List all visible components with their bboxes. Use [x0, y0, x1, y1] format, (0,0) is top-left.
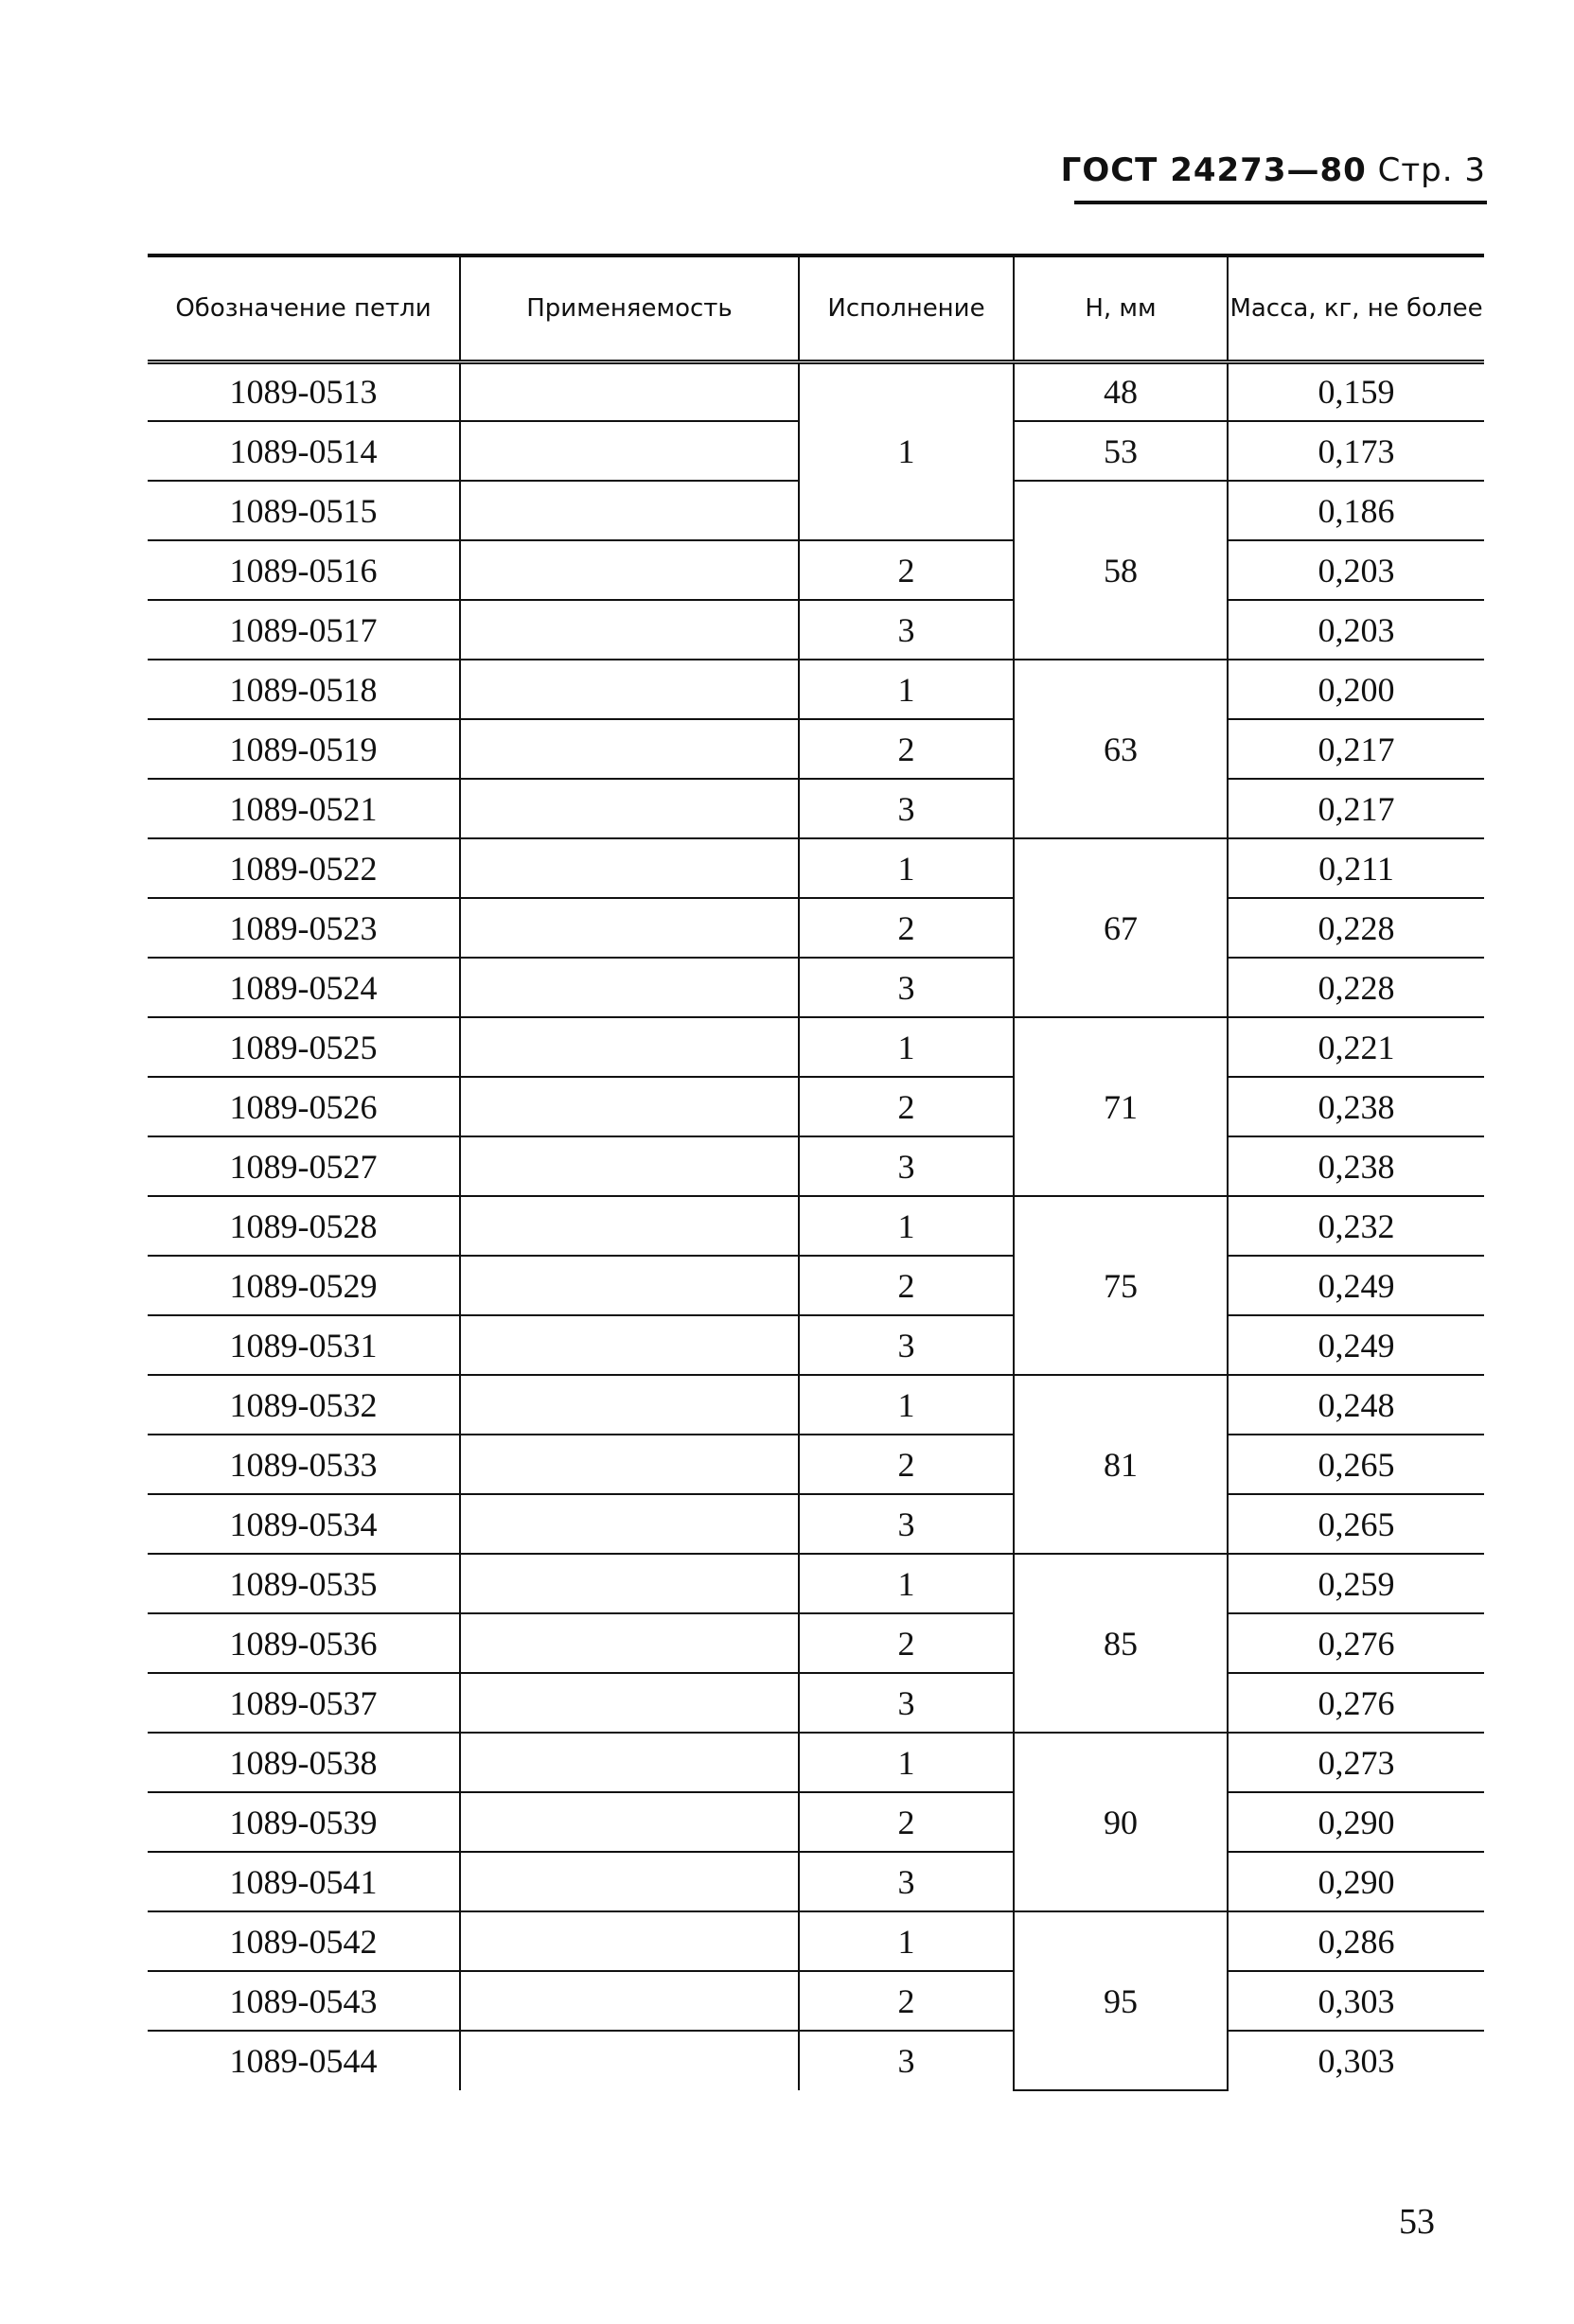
cell-h: 67	[1014, 838, 1228, 1017]
cell-designation: 1089-0513	[148, 361, 460, 421]
cell-h: 48	[1014, 361, 1228, 421]
cell-mass: 0,290	[1228, 1852, 1484, 1911]
cell-applicability	[460, 1375, 799, 1435]
cell-designation: 1089-0516	[148, 540, 460, 600]
cell-version: 1	[799, 1554, 1014, 1613]
page-header	[1061, 151, 1486, 189]
cell-version: 3	[799, 1852, 1014, 1911]
cell-applicability	[460, 421, 799, 481]
table-body	[148, 361, 1484, 2090]
cell-mass: 0,303	[1228, 1971, 1484, 2031]
cell-applicability	[460, 1792, 799, 1852]
cell-version: 2	[799, 1613, 1014, 1673]
cell-version: 2	[799, 1256, 1014, 1315]
cell-applicability	[460, 1852, 799, 1911]
standard-code: ГОСТ 24273—80	[1060, 151, 1367, 189]
cell-applicability	[460, 361, 799, 421]
cell-mass: 0,249	[1228, 1315, 1484, 1375]
cell-applicability	[460, 1077, 799, 1136]
cell-designation: 1089-0524	[148, 958, 460, 1017]
col-h: H, мм	[1014, 255, 1228, 361]
cell-mass: 0,217	[1228, 779, 1484, 838]
cell-mass: 0,211	[1228, 838, 1484, 898]
cell-version: 3	[799, 958, 1014, 1017]
table-row	[148, 1256, 1484, 1315]
cell-mass: 0,303	[1228, 2031, 1484, 2090]
col-mass: Масса, кг, не более	[1228, 255, 1484, 361]
cell-designation: 1089-0538	[148, 1733, 460, 1792]
cell-designation: 1089-0536	[148, 1613, 460, 1673]
cell-applicability	[460, 1554, 799, 1613]
table-row	[148, 1792, 1484, 1852]
table-row	[148, 540, 1484, 600]
cell-mass: 0,276	[1228, 1613, 1484, 1673]
cell-version: 3	[799, 1315, 1014, 1375]
cell-mass: 0,249	[1228, 1256, 1484, 1315]
table-row	[148, 1852, 1484, 1911]
cell-mass: 0,248	[1228, 1375, 1484, 1435]
cell-version: 2	[799, 898, 1014, 958]
table-row	[148, 779, 1484, 838]
table-header-row	[148, 255, 1484, 361]
cell-mass: 0,217	[1228, 719, 1484, 779]
table-row	[148, 361, 1484, 421]
cell-mass: 0,228	[1228, 898, 1484, 958]
cell-designation: 1089-0515	[148, 481, 460, 540]
cell-designation: 1089-0527	[148, 1136, 460, 1196]
cell-applicability	[460, 1017, 799, 1077]
cell-version: 2	[799, 1435, 1014, 1494]
cell-applicability	[460, 1971, 799, 2031]
cell-designation: 1089-0542	[148, 1911, 460, 1971]
cell-designation: 1089-0535	[148, 1554, 460, 1613]
col-version: Исполнение	[799, 255, 1014, 361]
cell-mass: 0,203	[1228, 600, 1484, 660]
cell-designation: 1089-0523	[148, 898, 460, 958]
header-rule	[1074, 201, 1487, 204]
cell-version: 1	[799, 361, 1014, 540]
cell-version: 2	[799, 540, 1014, 600]
cell-designation: 1089-0532	[148, 1375, 460, 1435]
cell-h: 81	[1014, 1375, 1228, 1554]
cell-applicability	[460, 600, 799, 660]
table-row	[148, 600, 1484, 660]
cell-applicability	[460, 1613, 799, 1673]
cell-h: 58	[1014, 481, 1228, 660]
cell-designation: 1089-0519	[148, 719, 460, 779]
cell-mass: 0,238	[1228, 1136, 1484, 1196]
cell-designation: 1089-0522	[148, 838, 460, 898]
cell-designation: 1089-0514	[148, 421, 460, 481]
cell-h: 53	[1014, 421, 1228, 481]
table-row	[148, 898, 1484, 958]
cell-version: 1	[799, 1911, 1014, 1971]
cell-applicability	[460, 1315, 799, 1375]
cell-designation: 1089-0543	[148, 1971, 460, 2031]
cell-mass: 0,290	[1228, 1792, 1484, 1852]
cell-mass: 0,173	[1228, 421, 1484, 481]
table-row	[148, 1136, 1484, 1196]
cell-applicability	[460, 898, 799, 958]
cell-designation: 1089-0518	[148, 660, 460, 719]
table-row	[148, 1375, 1484, 1435]
cell-version: 3	[799, 1673, 1014, 1733]
col-designation: Обозначение петли	[148, 255, 460, 361]
cell-version: 2	[799, 1971, 1014, 2031]
cell-applicability	[460, 1733, 799, 1792]
cell-version: 3	[799, 1136, 1014, 1196]
cell-version: 1	[799, 1375, 1014, 1435]
cell-mass: 0,159	[1228, 361, 1484, 421]
cell-designation: 1089-0529	[148, 1256, 460, 1315]
cell-designation: 1089-0517	[148, 600, 460, 660]
cell-applicability	[460, 958, 799, 1017]
cell-h: 95	[1014, 1911, 1228, 2090]
cell-applicability	[460, 2031, 799, 2090]
cell-version: 3	[799, 779, 1014, 838]
cell-mass: 0,265	[1228, 1494, 1484, 1554]
cell-designation: 1089-0544	[229, 2042, 378, 2080]
cell-applicability	[460, 481, 799, 540]
cell-version: 3	[799, 1494, 1014, 1554]
cell-applicability	[460, 1256, 799, 1315]
cell-h: 71	[1014, 1017, 1228, 1196]
cell-mass: 0,286	[1228, 1911, 1484, 1971]
cell-version: 1	[799, 1017, 1014, 1077]
cell-h: 90	[1014, 1733, 1228, 1911]
cell-applicability	[460, 660, 799, 719]
cell-mass: 0,221	[1228, 1017, 1484, 1077]
cell-designation: 1089-0539	[148, 1792, 460, 1852]
cell-version: 2	[799, 1792, 1014, 1852]
cell-mass: 0,232	[1228, 1196, 1484, 1256]
cell-version: 2	[799, 719, 1014, 779]
cell-applicability	[460, 1196, 799, 1256]
cell-designation: 1089-0541	[148, 1852, 460, 1911]
cell-designation: 1089-0521	[148, 779, 460, 838]
page-number: 53	[1399, 2202, 1435, 2242]
table-row	[148, 1494, 1484, 1554]
cell-applicability	[460, 779, 799, 838]
table-row	[148, 1196, 1484, 1256]
cell-mass: 0,186	[1228, 481, 1484, 540]
cell-applicability	[460, 838, 799, 898]
cell-designation: 1089-0531	[148, 1315, 460, 1375]
cell-h: 75	[1014, 1196, 1228, 1375]
table-row	[148, 719, 1484, 779]
table-row	[148, 1077, 1484, 1136]
cell-applicability	[460, 540, 799, 600]
cell-mass: 0,203	[1228, 540, 1484, 600]
table-row	[148, 1435, 1484, 1494]
cell-designation: 1089-0525	[148, 1017, 460, 1077]
table-row	[148, 1554, 1484, 1613]
table-row	[148, 958, 1484, 1017]
cell-applicability	[460, 1673, 799, 1733]
cell-designation: 1089-0528	[148, 1196, 460, 1256]
cell-applicability	[460, 1435, 799, 1494]
cell-designation: 1089-0533	[148, 1435, 460, 1494]
cell-mass: 0,228	[1228, 958, 1484, 1017]
cell-version: 3	[799, 2031, 1014, 2090]
cell-version: 3	[799, 600, 1014, 660]
table-row	[148, 838, 1484, 898]
cell-mass: 0,265	[1228, 1435, 1484, 1494]
cell-h: 85	[1014, 1554, 1228, 1733]
table-row	[148, 1733, 1484, 1792]
cell-applicability	[460, 1911, 799, 1971]
table-row	[148, 2031, 1484, 2090]
table-row	[148, 1673, 1484, 1733]
cell-mass: 0,238	[1228, 1077, 1484, 1136]
cell-version: 2	[799, 1077, 1014, 1136]
page-label: Стр. 3	[1377, 151, 1486, 189]
cell-version: 1	[799, 1196, 1014, 1256]
cell-version: 1	[799, 1733, 1014, 1792]
table-row	[148, 1017, 1484, 1077]
cell-h: 63	[1014, 660, 1228, 838]
table-row	[148, 1613, 1484, 1673]
col-applicability: Применяемость	[460, 255, 799, 361]
cell-applicability	[460, 1136, 799, 1196]
cell-mass: 0,273	[1228, 1733, 1484, 1792]
cell-mass: 0,200	[1228, 660, 1484, 719]
cell-version: 1	[799, 838, 1014, 898]
cell-designation: 1089-0537	[148, 1673, 460, 1733]
cell-designation: 1089-0534	[148, 1494, 460, 1554]
table-row	[148, 1911, 1484, 1971]
table-row	[148, 1315, 1484, 1375]
spec-table	[148, 254, 1484, 2091]
cell-applicability	[460, 719, 799, 779]
cell-applicability	[460, 1494, 799, 1554]
cell-version: 1	[799, 660, 1014, 719]
cell-mass: 0,276	[1228, 1673, 1484, 1733]
cell-mass: 0,259	[1228, 1554, 1484, 1613]
cell-designation: 1089-0526	[148, 1077, 460, 1136]
table-row	[148, 660, 1484, 719]
table-row	[148, 1971, 1484, 2031]
